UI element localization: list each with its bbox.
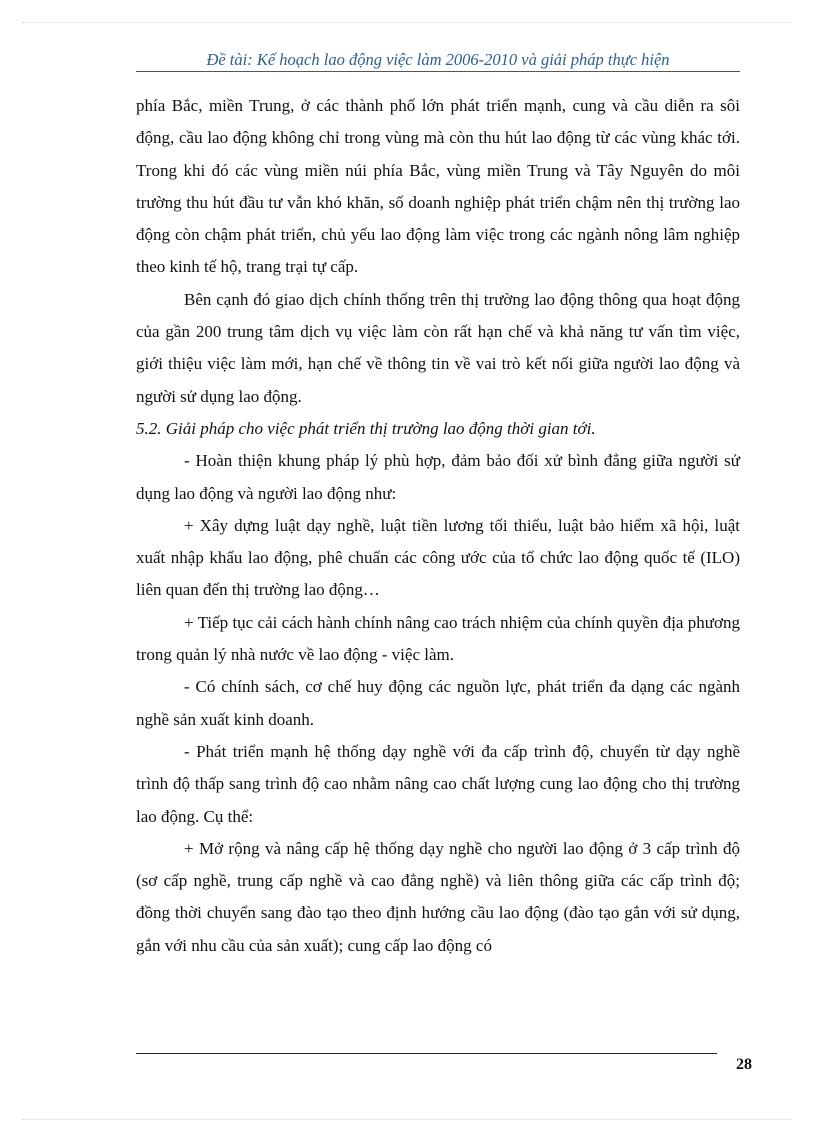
footer-divider: [136, 1053, 717, 1054]
paragraph-8: + Mở rộng và nâng cấp hệ thống dạy nghề cho người lao động ở 3 cấp trình độ (sơ cấp nghề, trung cấp nghề và cao đẳng nghề) và liên thông giữa các cấp trình độ; đồng thời chuyển sang đào tạo theo định hướng cầu lao động (đào tạo gắn với sử dụng, gắn với nhu cầu của sản xuất); cung cấp lao động có: [136, 838, 740, 955]
header-title: Đề tài: Kế hoạch lao động việc làm 2006-2010 và giải pháp thực hiện: [206, 50, 670, 69]
paragraph-4: + Xây dựng luật dạy nghề, luật tiền lương tối thiểu, luật bảo hiểm xã hội, luật xuất nhập khẩu lao động, phê chuẩn các công ước của tổ chức lao động quốc tế (ILO) liên quan đến thị trường lao động…: [136, 515, 740, 600]
section-heading: 5.2. Giải pháp cho việc phát triển thị trường lao động thời gian tới.: [136, 418, 596, 438]
paragraph-3: - Hoàn thiện khung pháp lý phù hợp, đảm bảo đối xử bình đẳng giữa người sử dụng lao động và người lao động như:: [136, 451, 740, 503]
paragraph-2: Bên cạnh đó giao dịch chính thống trên thị trường lao động thông qua hoạt động của gần 200 trung tâm dịch vụ việc làm còn rất hạn chế và khả năng tư vấn tìm việc, giới thiệu việc làm mới, hạn chế về thông tin về vai trò kết nối giữa người lao động và người sử dụng lao động.: [136, 289, 740, 406]
paragraph-5: + Tiếp tục cải cách hành chính nâng cao trách nhiệm của chính quyền địa phương trong quản lý nhà nước về lao động - việc làm.: [136, 612, 740, 665]
paragraph-1: phía Bắc, miền Trung, ở các thành phố lớn phát triển mạnh, cung và cầu diễn ra sôi động, cầu lao động không chỉ trong vùng mà còn thu hút lao động từ các vùng khác tới. Trong khi đó các vùng miền núi phía Bắc, vùng miền Trung và Tây Nguyên do môi trường thu hút đầu tư vẫn khó khăn, số doanh nghiệp phát triển chậm nên thị trường lao động còn chậm phát triển, chủ yếu lao động làm việc trong các ngành nông lâm nghiệp theo kinh tế hộ, trang trại tự cấp.: [136, 96, 740, 277]
paragraph-7: - Phát triển mạnh hệ thống dạy nghề với đa cấp trình độ, chuyển từ dạy nghề trình độ thấp sang trình độ cao nhằm nâng cao chất lượng cung lao động cho thị trường lao động. Cụ thể:: [136, 741, 740, 826]
paragraph-6: - Có chính sách, cơ chế huy động các nguồn lực, phát triển đa dạng các ngành nghề sản xuất kinh doanh.: [136, 677, 740, 729]
document-body: [136, 90, 740, 962]
header-divider: [136, 71, 740, 72]
page-number: 28: [736, 1056, 752, 1073]
